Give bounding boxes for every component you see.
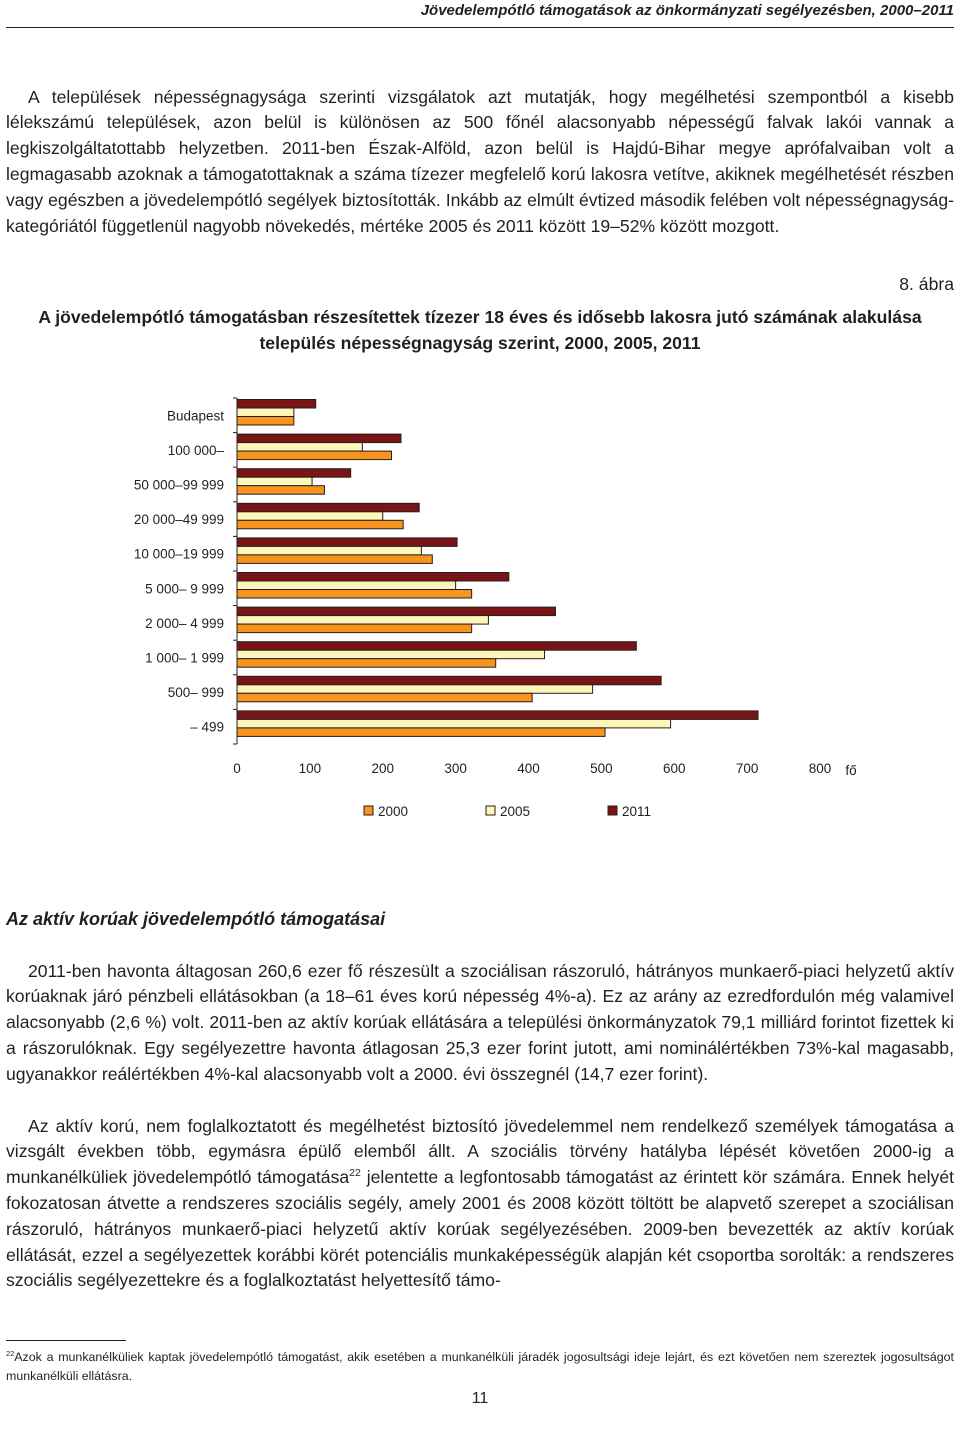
x-tick-label: 200 (371, 761, 395, 776)
footnote-text: Azok a munkanélküliek kaptak jövedelempótló támogatást, akik esetében a munkanélküli járadék jogosultsági ideje lejárt, és ezt követően nem szereztek jogosultságot munkanélküli ellátásra. (6, 1350, 954, 1383)
bar-2011-6 (237, 607, 555, 616)
x-tick-label: 400 (517, 761, 540, 776)
bar-2011-3 (237, 503, 419, 512)
bar-2005-7 (237, 650, 545, 659)
category-label: 10 000–19 999 (133, 546, 224, 562)
category-label: 100 000– (167, 442, 224, 458)
bar-2005-4 (237, 546, 421, 555)
legend-swatch-2000 (364, 806, 373, 815)
category-label: 50 000–99 999 (133, 477, 224, 493)
x-tick-label: 800 (808, 761, 832, 776)
category-label: Budapest (166, 408, 224, 424)
bar-2000-4 (237, 555, 432, 564)
bar-chart (0, 380, 960, 840)
x-tick-label: 300 (444, 761, 467, 776)
header-rule (6, 27, 954, 28)
legend-swatch-2005 (486, 806, 495, 815)
bar-2000-7 (237, 659, 496, 668)
bar-2005-2 (237, 477, 312, 486)
category-label: 5 000– 9 999 (145, 581, 224, 597)
x-tick-label: 600 (662, 761, 686, 776)
paragraph-3-text-end: jelentette a legfontosabb támogatást az érintett kör számára. Ennek helyét fokozatosan átvette a rendszeres szociális segély, amely 2001 és 2008 között töltött be alapvető szerepet a szociálisan rászoruló, hátrányos munkaerő-piaci helyzetű aktív korúak segélyezésében. 2009-ben bevezették az aktív korúak ellátását, ezzel a segélyezettek korábbi körét potenciális munkaképességük alapján két csoportba sorolták: a rendszeres szociális segélyezettekre és a foglalkoztatást helyettesítő támo- (6, 1167, 954, 1291)
x-tick-label: 500 (590, 761, 613, 776)
legend-label-2000: 2000 (378, 804, 409, 819)
legend-label-2011: 2011 (622, 804, 652, 819)
footnote (6, 1348, 954, 1386)
x-tick-label: 0 (233, 761, 241, 776)
page-number: 11 (471, 1390, 489, 1407)
section-heading: Az aktív korúak jövedelempótló támogatásai (6, 909, 386, 929)
bar-2011-7 (237, 642, 636, 651)
footnote-number: 22 (6, 1348, 15, 1358)
body-paragraph-2: 2011-ben havonta áltagosan 260,6 ezer fő részesült a szociálisan rászoruló, hátrányos munkaerő-piaci helyzetű aktív korúaknak járó pénzbeli ellátásokban (a 18–61 éves korú népesség 4%-a). Ez az arány az ezredfordulón még valamivel alacsonyabb (2,6 %) volt. 2011-ben az aktív korúak ellátására a települési önkormányzatok 79,1 milliárd forintot fizettek ki a rászorulóknak. Egy segélyezettre havonta átlagosan 25,3 ezer forint jutott, ami nominálértékben 73%-kal magasabb, ugyanakkor reálértékben 4%-kal alacsonyabb volt a 2000. évi összegnél (14,7 ezer forint). (6, 960, 954, 1084)
bar-2005-1 (237, 443, 362, 452)
bar-2000-2 (237, 486, 324, 495)
footnote-reference[interactable]: 22 (349, 1167, 361, 1180)
footnote-rule (6, 1340, 126, 1341)
bar-2005-0 (237, 408, 294, 417)
category-label: 1 000– 1 999 (145, 650, 224, 666)
bar-2000-0 (237, 417, 294, 426)
figure-title: A jövedelempótló támogatásban részesítettek tízezer 18 éves és idősebb lakosra jutó számának alakulása település népességnagyság szerint, 2000, 2005, 2011 (38, 307, 922, 353)
bar-2011-8 (237, 676, 661, 685)
bar-2000-9 (237, 728, 605, 737)
x-tick-label: 700 (735, 761, 759, 776)
category-label: 2 000– 4 999 (145, 615, 224, 631)
bar-2011-4 (237, 538, 457, 547)
bar-2000-5 (237, 590, 472, 599)
x-axis-unit: fő (845, 763, 857, 778)
bar-2005-6 (237, 616, 488, 625)
bar-2000-8 (237, 693, 532, 702)
category-label: – 499 (190, 719, 224, 735)
body-paragraph-3 (6, 1114, 954, 1295)
bar-2005-3 (237, 512, 383, 521)
paragraph-3-text-start: Az aktív korú, nem foglalkoztatott és megélhetést biztosító jövedelemmel nem rendelkező személyek támogatása a vizsgált években több, egymásra épülő elemből állt. A szociális törvény hatályba lépését követően 2000-ig a munkanélküliek jövedelempótló támogatása (6, 1115, 954, 1188)
bar-2005-5 (237, 581, 456, 590)
bar-2000-6 (237, 624, 472, 633)
bar-2005-9 (237, 719, 671, 728)
bar-2000-3 (237, 520, 403, 529)
bar-2011-1 (237, 434, 401, 443)
legend-swatch-2011 (608, 806, 617, 815)
legend-label-2005: 2005 (500, 804, 531, 819)
bar-2000-1 (237, 451, 391, 460)
running-header: Jövedelempótló támogatások az önkormányzati segélyezésben, 2000–2011 (420, 2, 954, 19)
category-label: 500– 999 (167, 685, 224, 701)
bar-2011-5 (237, 573, 509, 582)
bar-2005-8 (237, 685, 593, 694)
x-tick-label: 100 (298, 761, 322, 776)
bar-2011-0 (237, 400, 316, 409)
bar-2011-9 (237, 711, 758, 720)
bar-2011-2 (237, 469, 351, 478)
category-label: 20 000–49 999 (133, 512, 224, 528)
figure-number: 8. ábra (899, 274, 954, 294)
body-paragraph-1: A települések népességnagysága szerinti vizsgálatok azt mutatják, hogy megélhetési szempontból a kisebb lélekszámú települések, azon belül is különösen az 500 főnél alacsonyabb népességű falvak lakói vannak a legkiszolgáltatottabb helyzetben. 2011-ben Észak-Alföld, azon belül is Hajdú-Bihar megye aprófalvaiban volt a legmagasabb azoknak a támogatottaknak a száma tízezer megfelelő korú lakosra vetítve, akiknek megélhetését részben vagy egészben a jövedelempótló segélyek biztosították. Inkább az elmúlt évtized második felében volt népességnagyság-kategóriától függetlenül nagyobb növekedés, mértéke 2005 és 2011 között 19–52% között mozgott. (6, 86, 954, 236)
